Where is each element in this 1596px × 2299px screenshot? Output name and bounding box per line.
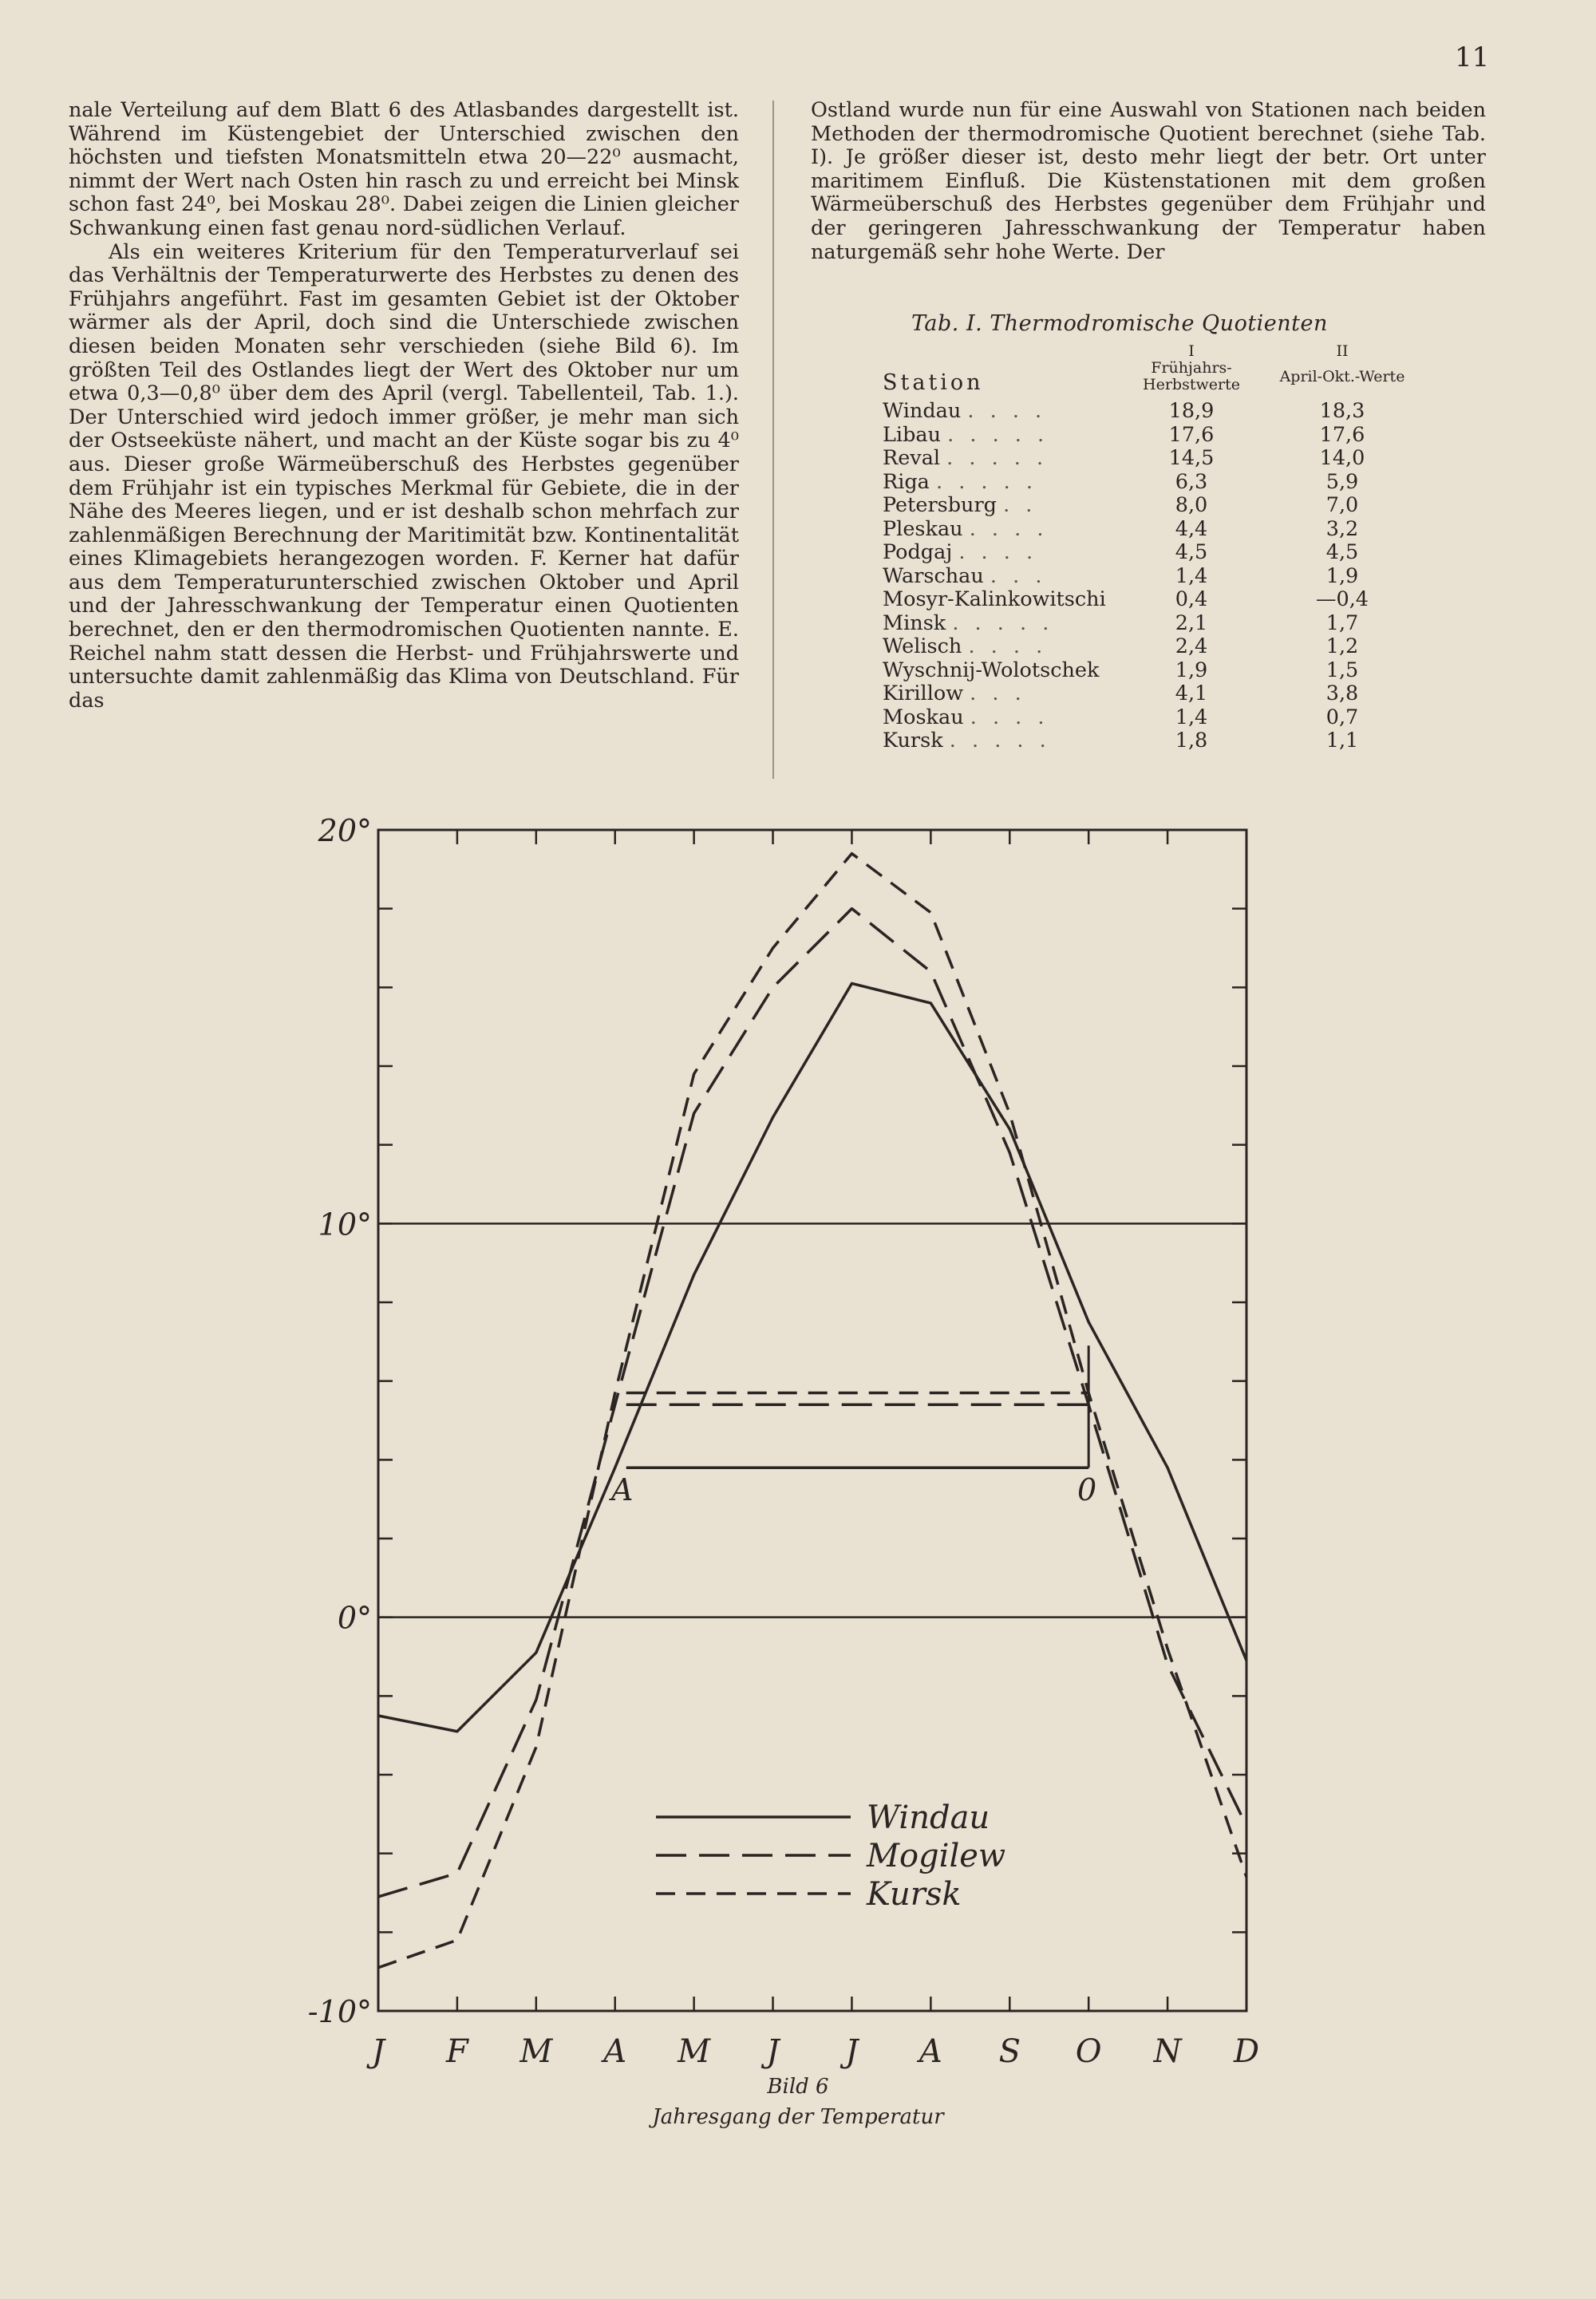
value-cell-1: 18,9: [1168, 399, 1215, 423]
series-line-kursk: [378, 854, 1246, 1968]
station-cell: Moskau . . . .: [883, 705, 1049, 729]
legend-label-mogilew: Mogilew: [867, 1838, 1006, 1874]
station-cell: Windau . . . .: [883, 399, 1047, 423]
value-cell-2: 0,7: [1325, 705, 1359, 729]
value-cell-1: 1,8: [1175, 729, 1208, 753]
column-header-2-roman: II: [1336, 342, 1349, 360]
figure-caption: Jahresgang der Temperatur: [652, 2105, 944, 2129]
column-header-1: Frühjahrs-Herbstwerte: [1143, 359, 1240, 393]
station-cell: Pleskau . . . .: [883, 516, 1049, 541]
x-tick-label: F: [446, 2033, 468, 2070]
station-cell: Riga . . . . .: [883, 469, 1037, 494]
station-cell: Petersburg . .: [883, 493, 1037, 517]
figure-label: Bild 6: [767, 2075, 829, 2099]
value-cell-2: 1,2: [1325, 634, 1359, 658]
y-tick-label: 0°: [337, 1600, 372, 1636]
table-caption: Tab. I. Thermodromische Quotienten: [911, 311, 1328, 336]
station-cell: Wyschnij-Wolotschek: [883, 658, 1100, 682]
value-cell-2: 17,6: [1319, 422, 1365, 447]
value-cell-2: 1,5: [1325, 658, 1359, 682]
x-tick-label: J: [845, 2033, 859, 2070]
x-tick-label: D: [1233, 2033, 1260, 2070]
station-cell: Welisch . . . .: [883, 634, 1048, 658]
value-cell-2: 14,0: [1319, 446, 1365, 470]
value-cell-1: 14,5: [1168, 446, 1215, 470]
value-cell-1: 4,4: [1175, 516, 1208, 541]
value-cell-1: 2,4: [1175, 634, 1208, 658]
value-cell-2: 1,9: [1325, 563, 1359, 588]
legend-label-windau: Windau: [867, 1799, 990, 1836]
station-cell: Kursk . . . . .: [883, 729, 1051, 753]
value-cell-1: 8,0: [1175, 493, 1208, 517]
page-number: 11: [1455, 41, 1490, 73]
x-tick-label: N: [1153, 2033, 1182, 2070]
value-cell-2: —0,4: [1315, 587, 1369, 611]
value-cell-2: 3,2: [1325, 516, 1359, 541]
value-cell-1: 4,1: [1175, 681, 1208, 705]
value-cell-1: 17,6: [1168, 422, 1215, 447]
x-tick-label: M: [678, 2033, 711, 2070]
station-cell: Mosyr-Kalinkowitschi: [883, 587, 1106, 611]
station-cell: Podgaj . . . .: [883, 540, 1038, 564]
chart-frame: [378, 830, 1246, 2011]
x-tick-label: A: [918, 2033, 942, 2070]
column-header-1-roman: I: [1188, 342, 1195, 360]
column-header-station: Station: [883, 370, 984, 395]
station-cell: Kirillow . . .: [883, 681, 1026, 705]
station-cell: Libau . . . . .: [883, 422, 1049, 447]
x-tick-label: M: [519, 2033, 553, 2070]
annotation-october: 0: [1077, 1472, 1097, 1507]
x-tick-label: J: [766, 2033, 780, 2070]
x-tick-label: O: [1075, 2033, 1102, 2070]
annotation-april: A: [611, 1472, 634, 1507]
x-tick-label: J: [371, 2033, 385, 2070]
y-tick-label: 20°: [318, 813, 372, 848]
value-cell-1: 1,4: [1175, 563, 1208, 588]
value-cell-2: 7,0: [1325, 493, 1359, 517]
value-cell-1: 2,1: [1175, 610, 1208, 635]
paragraph: nale Verteilung auf dem Blatt 6 des Atlasbandes dargestellt ist. Während im Küstengebiet der Unterschied zwischen den höchsten und tiefsten Monatsmitteln etwa 20—22⁰ ausmacht, nimmt der Wert nach Osten hin rasch zu und erreicht bei Minsk schon fast 24⁰, bei Moskau 28⁰. Dabei zeigen die Linien gleicher Schwankung einen fast genau nord-südlichen Verlauf.: [69, 98, 739, 240]
value-cell-2: 1,7: [1325, 610, 1359, 635]
station-cell: Warschau . . .: [883, 563, 1047, 588]
y-tick-label: 10°: [318, 1207, 372, 1242]
y-tick-label: -10°: [307, 1994, 372, 2029]
paragraph: Ostland wurde nun für eine Auswahl von Stationen nach beiden Methoden der thermodromische Quotient berechnet (siehe Tab. I). Je größer dieser ist, desto mehr liegt der betr. Ort unter maritimem Einfluß. Die Küstenstationen mit dem großen Wärmeüberschuß des Herbstes gegenüber dem Frühjahr und der geringeren Jahresschwankung der Temperatur haben naturgemäß sehr hohe Werte. Der: [811, 98, 1486, 264]
station-cell: Reval . . . . .: [883, 446, 1049, 470]
x-tick-label: A: [603, 2033, 627, 2070]
value-cell-2: 1,1: [1325, 729, 1359, 753]
value-cell-1: 1,4: [1175, 705, 1208, 729]
value-cell-2: 5,9: [1325, 469, 1359, 494]
value-cell-1: 0,4: [1175, 587, 1208, 611]
value-cell-1: 1,9: [1175, 658, 1208, 682]
value-cell-2: 3,8: [1325, 681, 1359, 705]
x-tick-label: S: [998, 2033, 1021, 2070]
value-cell-2: 18,3: [1319, 399, 1365, 423]
value-cell-2: 4,5: [1325, 540, 1359, 564]
value-cell-1: 6,3: [1175, 469, 1208, 494]
station-cell: Minsk . . . . .: [883, 610, 1054, 635]
paragraph: Als ein weiteres Kriterium für den Temperaturverlauf sei das Verhältnis der Temperaturwerte des Herbstes zu denen des Frühjahrs angeführt. Fast im gesamten Gebiet ist der Oktober wärmer als der April, doch sind die Unterschiede zwischen diesen beiden Monaten sehr verschieden (siehe Bild 6). Im größten Teil des Ostlandes liegt der Wert des Oktober nur um etwa 0,3—0,8⁰ über dem des April (vergl. Tabellenteil, Tab. 1.). Der Unterschied wird jedoch immer größer, je mehr man sich der Ostseeküste nähert, und macht an der Küste sogar bis zu 4⁰ aus. Dieser große Wärmeüberschuß des Herbstes gegenüber dem Frühjahr ist ein typisches Merkmal für Gebiete, die in der Nähe des Meeres liegen, und er ist deshalb schon mehrfach zur zahlenmäßigen Berechnung der Maritimität bzw. Kontinentalität eines Klimagebiets herangezogen worden. F. Kerner hat dafür aus dem Temperaturunterschied zwischen Oktober und April und der Jahresschwankung der Temperatur einen Quotienten berechnet, den er den thermodromischen Quotienten nannte. E. Reichel nahm statt dessen die Herbst- und Frühjahrswerte und untersuchte damit zahlenmäßig das Klima von Deutschland. Für das: [69, 239, 739, 713]
column-header-2: April-Okt.-Werte: [1279, 367, 1405, 385]
series-line-mogilew: [378, 909, 1246, 1897]
value-cell-1: 4,5: [1175, 540, 1208, 564]
series-line-windau: [378, 983, 1246, 1731]
legend-label-kursk: Kursk: [867, 1876, 962, 1913]
